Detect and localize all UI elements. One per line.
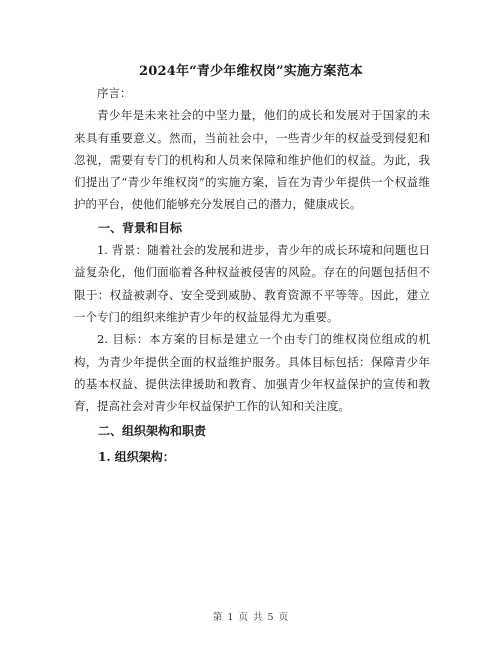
section-heading-background: 一、背景和目标 — [98, 220, 183, 235]
preface-paragraph: 青少年是未来社会的中坚力量，他们的成长和发展对于国家的未来具有重要意义。然而，当前社会中，一些青少年的权益受到侵犯和忽视，需要有专门的机构和人员来保障和维护他们的权益。为此，我们提出了“青少年维权岗”的实施方案，旨在为青少年提供一个权益维护的平台，使他们能够充分发展自己的潜力，健康成长。 — [74, 108, 430, 212]
background-paragraph: 1. 背景：随着社会的发展和进步，青少年的成长环境和问题也日益复杂化，他们面临着各种权益被侵害的风险。存在的问题包括但不限于：权益被剥夺、安全受到威胁、教育资源不平等等。因此，建立一个专门的组织来维护青少年的权益显得尤为重要。 — [74, 243, 430, 324]
goal-paragraph: 2. 目标：本方案的目标是建立一个由专门的维权岗位组成的机构，为青少年提供全面的权益维护服务。具体目标包括：保障青少年的基本权益、提供法律援助和教育、加强青少年权益保护的宣传和教育，提高社会对青少年权益保护工作的认知和关注度。 — [74, 332, 430, 414]
preface-label: 序言： — [97, 86, 132, 100]
document-title: 2024年“青少年维权岗”实施方案范本 — [139, 64, 363, 79]
section-heading-organization: 二、组织架构和职责 — [98, 424, 207, 439]
page-number-footer: 第 1 页 共 5 页 — [212, 612, 290, 623]
subsection-heading-structure: 1. 组织架构： — [98, 449, 175, 464]
document-body — [74, 82, 430, 468]
